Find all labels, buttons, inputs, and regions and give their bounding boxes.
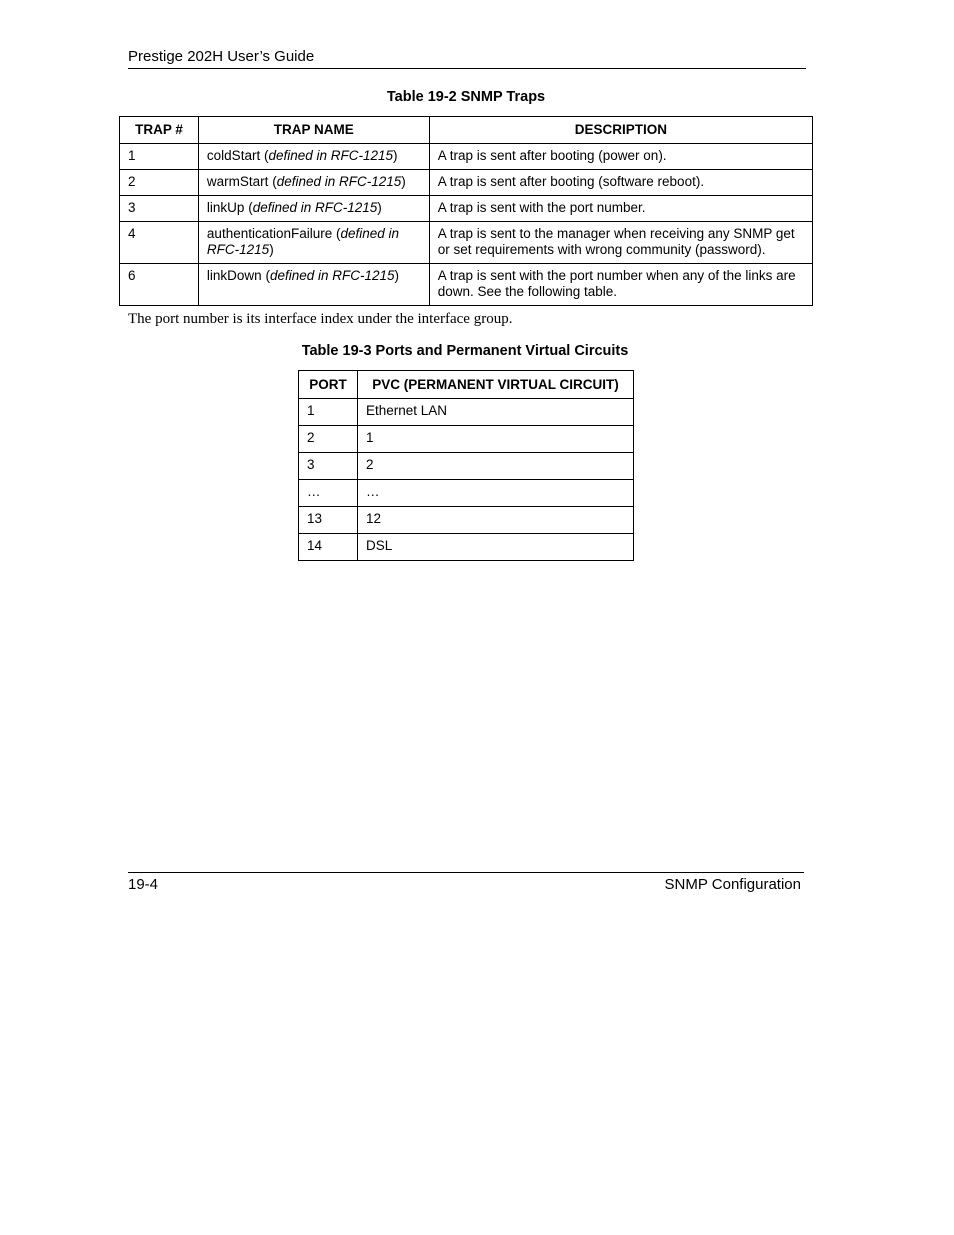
body-paragraph: The port number is its interface index under the interface group. <box>128 311 513 327</box>
ports-table-caption: Table 19-3 Ports and Permanent Virtual Circuits <box>301 343 629 359</box>
table-row <box>120 144 813 170</box>
snmp-traps-table <box>119 116 813 306</box>
table-header-row <box>120 117 813 144</box>
table-row <box>120 222 813 264</box>
column-header: PVC (PERMANENT VIRTUAL CIRCUIT) <box>357 371 633 399</box>
pvc-cell: 12 <box>357 507 633 534</box>
trap-number: 3 <box>120 196 199 222</box>
trap-name: linkUp (defined in RFC-1215) <box>198 196 429 222</box>
trap-description: A trap is sent with the port number. <box>429 196 812 222</box>
table-row <box>299 507 634 534</box>
table-row <box>299 426 634 453</box>
table-row <box>299 480 634 507</box>
trap-name: coldStart (defined in RFC-1215) <box>198 144 429 170</box>
trap-number: 4 <box>120 222 199 264</box>
port-cell: 13 <box>299 507 358 534</box>
trap-description: A trap is sent after booting (power on). <box>429 144 812 170</box>
page-number: 19-4 <box>128 876 159 893</box>
table-row <box>299 399 634 426</box>
table-header-row <box>299 371 634 399</box>
column-header: TRAP NAME <box>198 117 429 144</box>
table-row <box>120 264 813 306</box>
trap-description: A trap is sent with the port number when any of the links are down. See the following table. <box>429 264 812 306</box>
trap-description: A trap is sent after booting (software reboot). <box>429 170 812 196</box>
traps-table-caption: Table 19-2 SNMP Traps <box>386 89 546 105</box>
trap-number: 6 <box>120 264 199 306</box>
port-cell: 1 <box>299 399 358 426</box>
table-row <box>120 170 813 196</box>
trap-number: 2 <box>120 170 199 196</box>
page-header <box>128 47 806 69</box>
port-cell: 14 <box>299 534 358 561</box>
trap-name: linkDown (defined in RFC-1215) <box>198 264 429 306</box>
pvc-cell: DSL <box>357 534 633 561</box>
table-row <box>299 453 634 480</box>
trap-description: A trap is sent to the manager when receiving any SNMP get or set requirements with wrong community (password). <box>429 222 812 264</box>
pvc-cell: 2 <box>357 453 633 480</box>
trap-name: authenticationFailure (defined in RFC-1215) <box>198 222 429 264</box>
pvc-cell: … <box>357 480 633 507</box>
pvc-cell: Ethernet LAN <box>357 399 633 426</box>
table-row <box>299 534 634 561</box>
column-header: PORT <box>299 371 358 399</box>
ports-pvc-table <box>298 370 634 561</box>
trap-name: warmStart (defined in RFC-1215) <box>198 170 429 196</box>
table-row <box>120 196 813 222</box>
column-header: TRAP # <box>120 117 199 144</box>
port-cell: … <box>299 480 358 507</box>
section-title: SNMP Configuration <box>664 876 801 893</box>
pvc-cell: 1 <box>357 426 633 453</box>
column-header: DESCRIPTION <box>429 117 812 144</box>
trap-number: 1 <box>120 144 199 170</box>
port-cell: 2 <box>299 426 358 453</box>
page-footer <box>128 872 804 897</box>
header-title: Prestige 202H User’s Guide <box>128 48 315 65</box>
port-cell: 3 <box>299 453 358 480</box>
